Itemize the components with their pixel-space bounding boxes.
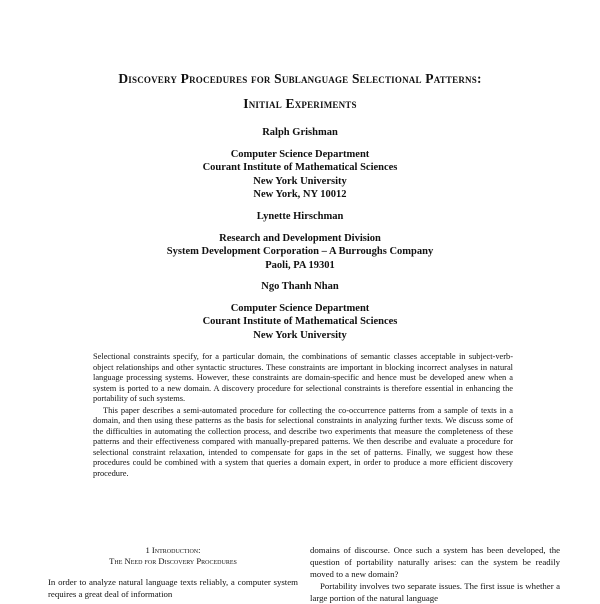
affiliation-line: Computer Science Department (230, 148, 370, 160)
author-name: Ralph Grishman (262, 127, 338, 138)
abstract (93, 352, 513, 480)
author-block-2 (60, 210, 540, 272)
abstract-paragraph-1: Selectional constraints specify, for a particular domain, the combinations of semantic classes acceptable in subject-verb-object relationships and other syntactic structures. These constraints are important in blocking incorrect analyses in natural language processing systems. However, these constraints are domain-specific and hence must be developed anew when a system is ported to a new domain. A discovery procedure for selectional constraints is therefore essential in enhancing the portability of such systems. (93, 352, 513, 404)
author-name: Lynette Hirschman (256, 211, 344, 222)
affiliation-line: Computer Science Department (230, 302, 370, 314)
abstract-paragraph-2: This paper describes a semi-automated procedure for collecting the co-occurrence patterns from a sample of texts in a domain, and then using these patterns as the basis for selectional constraints in analyzing further texts. We discuss some of the difficulties in automating the collection process, and describe two experiments that measure the completeness of these patterns and their effectiveness compared with manually-prepared patterns. We then describe and evaluate a procedure for selectional constraint relaxation, intended to compensate for gaps in the set of patterns. Finally, we suggest how these procedures could be combined with a system that queries a domain expert, in order to produce a more efficient discovery procedure. (93, 405, 513, 479)
affiliation-line: Courant Institute of Mathematical Sciences (202, 162, 398, 173)
author-block-3 (60, 280, 540, 342)
affiliation-line: Courant Institute of Mathematical Sciences (202, 316, 398, 327)
author-block-1 (60, 126, 540, 202)
body-paragraph: domains of discourse. Once such a system has been developed, the question of portability naturally arises: can the system be readily moved to a new domain? (310, 545, 560, 579)
affiliation-line: System Development Corporation – A Burroughs Company (166, 246, 434, 257)
section-subtitle: The Need for Discovery Procedures (109, 556, 237, 566)
section-number-title: 1 Introduction: (145, 545, 201, 555)
affiliation-line: New York University (253, 175, 347, 187)
title-line-1: Discovery Procedures for Sublanguage Selectional Patterns: (118, 71, 482, 86)
paper-title (40, 66, 560, 116)
affiliation-line: Research and Development Division (219, 232, 381, 244)
body-paragraph: In order to analyze natural language texts reliably, a computer system requires a great deal of information (48, 577, 298, 599)
body-paragraph: Portability involves two separate issues. The first issue is whether a large portion of the natural language (310, 581, 560, 603)
body-column-left (48, 576, 298, 600)
author-name: Ngo Thanh Nhan (261, 281, 339, 292)
title-line-2: Initial Experiments (243, 96, 357, 111)
affiliation-line: New York, NY 10012 (253, 189, 347, 200)
affiliation-line: Paoli, PA 19301 (265, 259, 335, 271)
section-heading (48, 545, 298, 567)
affiliation-line: New York University (253, 329, 347, 341)
body-column-right (310, 544, 560, 604)
